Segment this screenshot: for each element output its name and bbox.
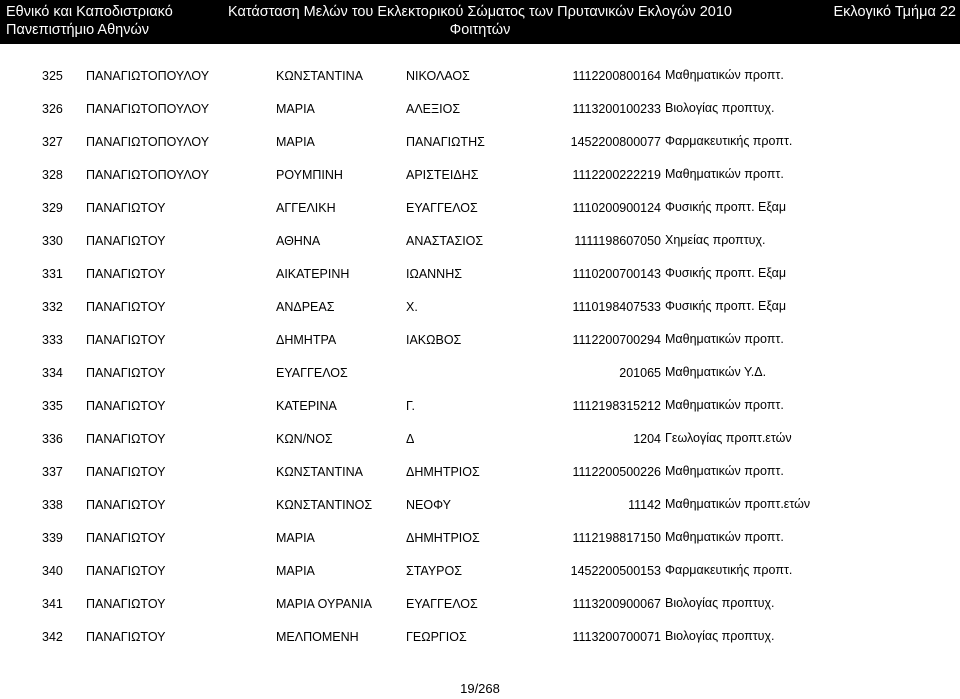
voter-list-table (0, 59, 960, 653)
student-id-cell: 1112200800164 (572, 68, 661, 83)
row-number-text: 335 (42, 398, 63, 413)
first-name-cell: ΑΓΓΕΛΙΚΗ (276, 200, 336, 215)
header-section (834, 3, 957, 21)
header-right-line-1: Εκλογικό Τμήμα 22 (833, 4, 956, 20)
table-row (0, 554, 960, 587)
first-name-cell: ΚΩΝΣΤΑΝΤΙΝΑ (276, 464, 363, 479)
surname-cell: ΠΑΝΑΓΙΩΤΟΥ (86, 200, 166, 215)
table-row (0, 488, 960, 521)
surname-cell: ΠΑΝΑΓΙΩΤΟΠΟΥΛΟΥ (86, 101, 210, 116)
department-cell: Φυσικής προπτ. Εξαμ (665, 200, 787, 214)
first-name-cell: ΕΥΑΓΓΕΛΟΣ (276, 365, 348, 380)
table-row (0, 422, 960, 455)
table-row (0, 389, 960, 422)
department-cell: Μαθηματικών προπτ. (665, 464, 784, 478)
student-id-cell: 1204 (633, 431, 661, 446)
department-cell: Μαθηματικών προπτ.ετών (665, 497, 811, 511)
department-cell: Μαθηματικών προπτ. (665, 167, 784, 181)
student-id-cell: 1112200222219 (572, 167, 661, 182)
table-row (0, 620, 960, 653)
row-number-text: 326 (42, 101, 63, 116)
department-cell: Μαθηματικών προπτ. (665, 332, 784, 346)
row-number (0, 389, 86, 422)
table-row (0, 521, 960, 554)
table-row (0, 323, 960, 356)
row-number-text: 330 (42, 233, 63, 248)
table-row (0, 290, 960, 323)
surname-cell: ΠΑΝΑΓΙΩΤΟΥ (86, 332, 166, 347)
father-name-cell (406, 356, 506, 389)
table-row (0, 191, 960, 224)
row-number (0, 554, 86, 587)
row-number-text: 341 (42, 596, 63, 611)
surname-cell: ΠΑΝΑΓΙΩΤΟΠΟΥΛΟΥ (86, 167, 210, 182)
department-cell: Βιολογίας προπτυχ. (665, 101, 775, 115)
student-id-cell: 201065 (619, 365, 661, 380)
row-number-text: 329 (42, 200, 63, 215)
row-number (0, 455, 86, 488)
table-row (0, 59, 960, 92)
surname-cell: ΠΑΝΑΓΙΩΤΟΥ (86, 530, 166, 545)
student-id-cell: 1452200500153 (570, 563, 661, 578)
department-cell: Βιολογίας προπτυχ. (665, 596, 775, 610)
department-cell: Γεωλογίας προπτ.ετών (665, 431, 792, 445)
father-name-cell: ΑΛΕΞΙΟΣ (406, 101, 461, 116)
surname-cell: ΠΑΝΑΓΙΩΤΟΥ (86, 299, 166, 314)
student-id-cell: 1111198607050 (574, 233, 661, 248)
row-number (0, 290, 86, 323)
page-header (0, 0, 960, 44)
voter-list-body (0, 59, 960, 653)
header-left-line-1: Εθνικό και Καποδιστριακό (6, 4, 173, 20)
row-number (0, 488, 86, 521)
row-number (0, 125, 86, 158)
student-id-cell: 1112200700294 (572, 332, 661, 347)
row-number-text: 327 (42, 134, 63, 149)
row-number-text: 333 (42, 332, 63, 347)
first-name-cell: ΑΝΔΡΕΑΣ (276, 299, 335, 314)
surname-cell: ΠΑΝΑΓΙΩΤΟΠΟΥΛΟΥ (86, 68, 210, 83)
row-number (0, 257, 86, 290)
father-name-cell: ΑΡΙΣΤΕΙΔΗΣ (406, 167, 479, 182)
table-row (0, 125, 960, 158)
row-number-text: 339 (42, 530, 63, 545)
father-name-cell: ΝΕΟΦΥ (406, 497, 451, 512)
student-id-cell: 1110198407533 (572, 299, 661, 314)
first-name-cell: ΜΑΡΙΑ ΟΥΡΑΝΙΑ (276, 596, 372, 611)
row-number (0, 620, 86, 653)
row-number-text: 325 (42, 68, 63, 83)
student-id-cell: 1113200100233 (572, 101, 661, 116)
row-number-text: 336 (42, 431, 63, 446)
surname-cell: ΠΑΝΑΓΙΩΤΟΥ (86, 233, 166, 248)
table-row (0, 92, 960, 125)
father-name-cell: ΕΥΑΓΓΕΛΟΣ (406, 596, 478, 611)
row-number-text: 332 (42, 299, 63, 314)
page-number: 19/268 (460, 681, 500, 696)
row-number (0, 323, 86, 356)
table-row (0, 257, 960, 290)
row-number-text: 334 (42, 365, 63, 380)
father-name-cell: ΣΤΑΥΡΟΣ (406, 563, 462, 578)
father-name-cell: ΔΗΜΗΤΡΙΟΣ (406, 464, 480, 479)
father-name-cell: Χ. (406, 299, 418, 314)
department-cell: Μαθηματικών προπτ. (665, 398, 784, 412)
student-id-cell: 1112198315212 (572, 398, 661, 413)
table-row (0, 158, 960, 191)
first-name-cell: ΚΩΝ/ΝΟΣ (276, 431, 333, 446)
surname-cell: ΠΑΝΑΓΙΩΤΟΥ (86, 266, 166, 281)
department-cell: Φαρμακευτικής προπτ. (665, 134, 793, 148)
row-number-text: 340 (42, 563, 63, 578)
row-number-text: 331 (42, 266, 63, 281)
first-name-cell: ΑΙΚΑΤΕΡΙΝΗ (276, 266, 350, 281)
row-number (0, 356, 86, 389)
row-number (0, 158, 86, 191)
row-number (0, 92, 86, 125)
surname-cell: ΠΑΝΑΓΙΩΤΟΥ (86, 431, 166, 446)
surname-cell: ΠΑΝΑΓΙΩΤΟΥ (86, 629, 166, 644)
surname-cell: ΠΑΝΑΓΙΩΤΟΥ (86, 497, 166, 512)
surname-cell: ΠΑΝΑΓΙΩΤΟΥ (86, 464, 166, 479)
table-row (0, 224, 960, 257)
first-name-cell: ΚΩΝΣΤΑΝΤΙΝΟΣ (276, 497, 373, 512)
father-name-cell: ΠΑΝΑΓΙΩΤΗΣ (406, 134, 485, 149)
father-name-cell: ΝΙΚΟΛΑΟΣ (406, 68, 470, 83)
row-number (0, 191, 86, 224)
first-name-cell: ΡΟΥΜΠΙΝΗ (276, 167, 343, 182)
surname-cell: ΠΑΝΑΓΙΩΤΟΥ (86, 596, 166, 611)
row-number (0, 521, 86, 554)
row-number (0, 59, 86, 92)
first-name-cell: ΜΕΛΠΟΜΕΝΗ (276, 629, 359, 644)
student-id-cell: 1112200500226 (572, 464, 661, 479)
surname-cell: ΠΑΝΑΓΙΩΤΟΥ (86, 563, 166, 578)
header-center-line-1: Κατάσταση Μελών του Εκλεκτορικού Σώματος των Πρυτανικών Εκλογών 2010 (227, 4, 732, 20)
father-name-cell: Γ. (406, 398, 415, 413)
table-row (0, 455, 960, 488)
father-name-cell: ΑΝΑΣΤΑΣΙΟΣ (406, 233, 484, 248)
first-name-cell: ΜΑΡΙΑ (276, 530, 315, 545)
student-id-cell: 1110200900124 (572, 200, 661, 215)
student-id-cell: 1113200700071 (572, 629, 661, 644)
father-name-cell: ΕΥΑΓΓΕΛΟΣ (406, 200, 478, 215)
department-cell: Φυσικής προπτ. Εξαμ (665, 266, 787, 280)
father-name-cell: ΙΩΑΝΝΗΣ (406, 266, 462, 281)
department-cell: Φυσικής προπτ. Εξαμ (665, 299, 787, 313)
table-row (0, 356, 960, 389)
department-cell: Μαθηματικών προπτ. (665, 68, 784, 82)
row-number (0, 587, 86, 620)
department-cell: Χημείας προπτυχ. (665, 233, 766, 247)
father-name-cell: Δ (406, 431, 415, 446)
row-number (0, 224, 86, 257)
row-number-text: 342 (42, 629, 63, 644)
header-left-line-2: Πανεπιστήμιο Αθηνών (6, 22, 150, 38)
first-name-cell: ΜΑΡΙΑ (276, 101, 315, 116)
row-number-text: 337 (42, 464, 63, 479)
department-cell: Μαθηματικών Υ.Δ. (665, 365, 767, 379)
student-id-cell: 1110200700143 (572, 266, 661, 281)
student-id-cell: 11142 (628, 497, 661, 512)
student-id-cell: 1113200900067 (572, 596, 661, 611)
department-cell: Φαρμακευτικής προπτ. (665, 563, 793, 577)
father-name-cell: ΓΕΩΡΓΙΟΣ (406, 629, 467, 644)
student-id-cell: 1452200800077 (570, 134, 661, 149)
first-name-cell: ΚΑΤΕΡΙΝΑ (276, 398, 337, 413)
father-name-cell: ΙΑΚΩΒΟΣ (406, 332, 462, 347)
department-cell: Μαθηματικών προπτ. (665, 530, 784, 544)
row-number (0, 422, 86, 455)
header-title (0, 3, 960, 39)
surname-cell: ΠΑΝΑΓΙΩΤΟΠΟΥΛΟΥ (86, 134, 210, 149)
surname-cell: ΠΑΝΑΓΙΩΤΟΥ (86, 398, 166, 413)
father-name-cell: ΔΗΜΗΤΡΙΟΣ (406, 530, 480, 545)
first-name-cell: ΚΩΝΣΤΑΝΤΙΝΑ (276, 68, 363, 83)
row-number-text: 338 (42, 497, 63, 512)
first-name-cell: ΜΑΡΙΑ (276, 134, 315, 149)
table-row (0, 587, 960, 620)
first-name-cell: ΔΗΜΗΤΡΑ (276, 332, 337, 347)
first-name-cell: ΑΘΗΝΑ (276, 233, 321, 248)
row-number-text: 328 (42, 167, 63, 182)
student-id-cell: 1112198817150 (572, 530, 661, 545)
first-name-cell: ΜΑΡΙΑ (276, 563, 315, 578)
header-center-line-2: Φοιτητών (449, 22, 511, 38)
surname-cell: ΠΑΝΑΓΙΩΤΟΥ (86, 365, 166, 380)
department-cell: Βιολογίας προπτυχ. (665, 629, 775, 643)
